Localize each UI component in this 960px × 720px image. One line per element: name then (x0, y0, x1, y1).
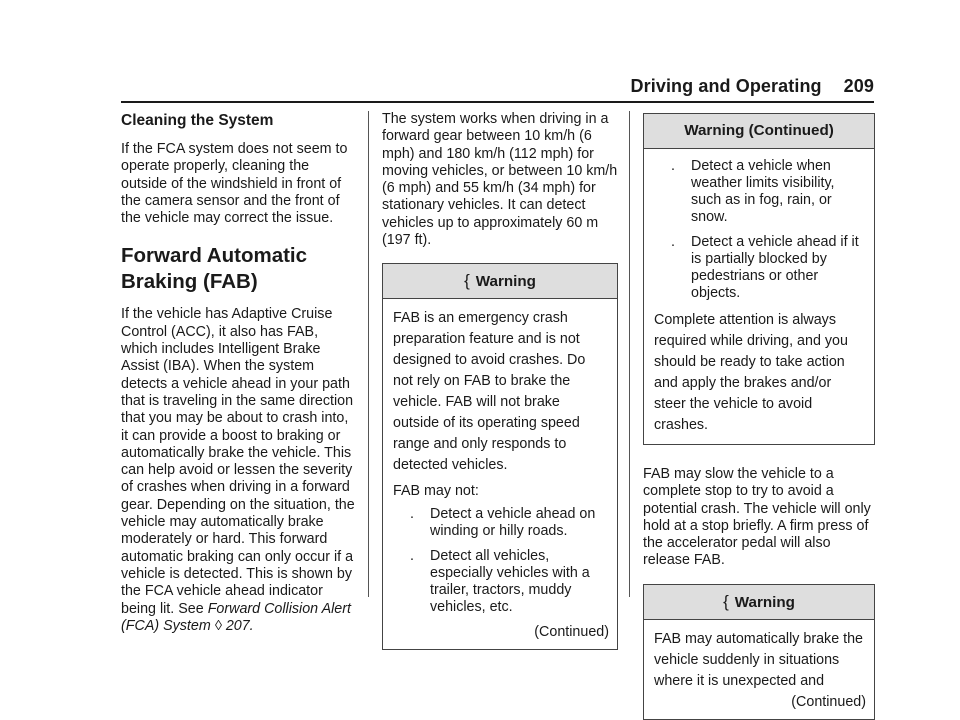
header-rule (121, 101, 874, 103)
operating-range-paragraph: The system works when driving in a forward gear between 10 km/h (6 mph) and 180 km/h (112 mph) for moving vehicles, or between 10 km/h (6 mph) and 55 km/h (34 mph) for stationary vehicles. It can detect vehicles up to approximately 60 m (197 ft). (382, 111, 618, 249)
warning-body (644, 149, 874, 444)
bullet-text: Detect a vehicle when weather limits visibility, such as in fog, rain, or snow. (691, 158, 835, 225)
list-item (654, 158, 866, 226)
warning-icon: { (723, 591, 729, 611)
see-label: See (178, 600, 204, 617)
bullet-icon: . (671, 158, 675, 174)
list-item (393, 548, 609, 616)
heading-cleaning-the-system: Cleaning the System (121, 112, 274, 129)
warning-bullet-list (393, 506, 609, 616)
list-item (654, 234, 866, 302)
fab-paragraph-text: If the vehicle has Adaptive Cruise Control (ACC), it also has FAB, which includes Intelligent Brake Assist (IBA). When the system detects a vehicle ahead in your path that is traveling in the same direction that you may be about to crash into, it can provide a boost to braking or automatically brake the vehicle. This can help avoid or lessen the severity of crashes when driving in a forward gear. Depending on the situation, the vehicle may automatically brake moderately or hard. This forward automatic braking can only occur if a vehicle is detected. This is shown by the FCA vehicle ahead indicator being lit. (121, 306, 355, 617)
page-header (631, 76, 874, 97)
bullet-icon: . (671, 234, 675, 250)
cross-reference-arrow-icon: ◊ (214, 617, 222, 634)
warning-continued-box (643, 113, 875, 445)
warning-body (383, 299, 617, 649)
list-item (393, 506, 609, 540)
column-3 (643, 113, 875, 720)
bullet-icon: . (410, 548, 414, 565)
page-number: 209 (843, 76, 874, 96)
fab-paragraph (121, 306, 357, 635)
warning-text: FAB may automatically brake the vehicle suddenly in situations where it is unexpected and (654, 630, 863, 689)
heading-forward-automatic-braking: Forward Automatic Braking (FAB) (121, 244, 308, 294)
warning-bullet-list (654, 158, 866, 302)
warning-box (382, 263, 618, 650)
warning-title: Warning (734, 593, 795, 611)
cross-reference-page: 207. (225, 617, 254, 634)
stop-paragraph: FAB may slow the vehicle to a complete stop to try to avoid a potential crash. The vehicle will only hold at a stop briefly. A firm press of the accelerator pedal will also release FAB. (643, 466, 871, 569)
cross-reference-title: Forward Collision Alert (FCA) System (121, 600, 351, 634)
bullet-text: Detect a vehicle ahead on winding or hilly roads. (430, 506, 596, 540)
warning-header (644, 585, 874, 620)
fab-may-not-label: FAB may not: (393, 483, 479, 500)
warning-header (383, 264, 617, 299)
bullet-text: Detect a vehicle ahead if it is partially blocked by pedestrians or other objects. (691, 234, 859, 301)
warning-box (643, 584, 875, 720)
bullet-text: Detect all vehicles, especially vehicles with a trailer, tractors, muddy vehicles, etc. (430, 548, 590, 616)
warning-icon: { (464, 271, 470, 291)
continued-label: (Continued) (791, 693, 866, 710)
continued-label: (Continued) (534, 624, 609, 641)
warning-body (644, 620, 874, 719)
bullet-icon: . (410, 506, 414, 523)
warning-text: FAB is an emergency crash preparation feature and is not designed to avoid crashes. Do not rely on FAB to brake the vehicle. FAB will not brake outside of its operating speed range and only responds to detected vehicles. (393, 310, 586, 474)
warning-header: Warning (Continued) (644, 114, 874, 149)
section-title: Driving and Operating (630, 76, 822, 96)
warning-text: Complete attention is always required while driving, and you should be ready to take action and apply the brakes and/or steer the vehicle to avoid crashes. (654, 312, 848, 433)
column-divider (629, 111, 630, 597)
warning-title: Warning (475, 273, 536, 291)
column-divider (368, 111, 369, 597)
column-2 (382, 111, 618, 650)
cleaning-paragraph: If the FCA system does not seem to operate properly, cleaning the outside of the windshield in front of the camera sensor and the front of the vehicle may correct the issue. (121, 141, 348, 227)
column-1 (121, 111, 357, 635)
